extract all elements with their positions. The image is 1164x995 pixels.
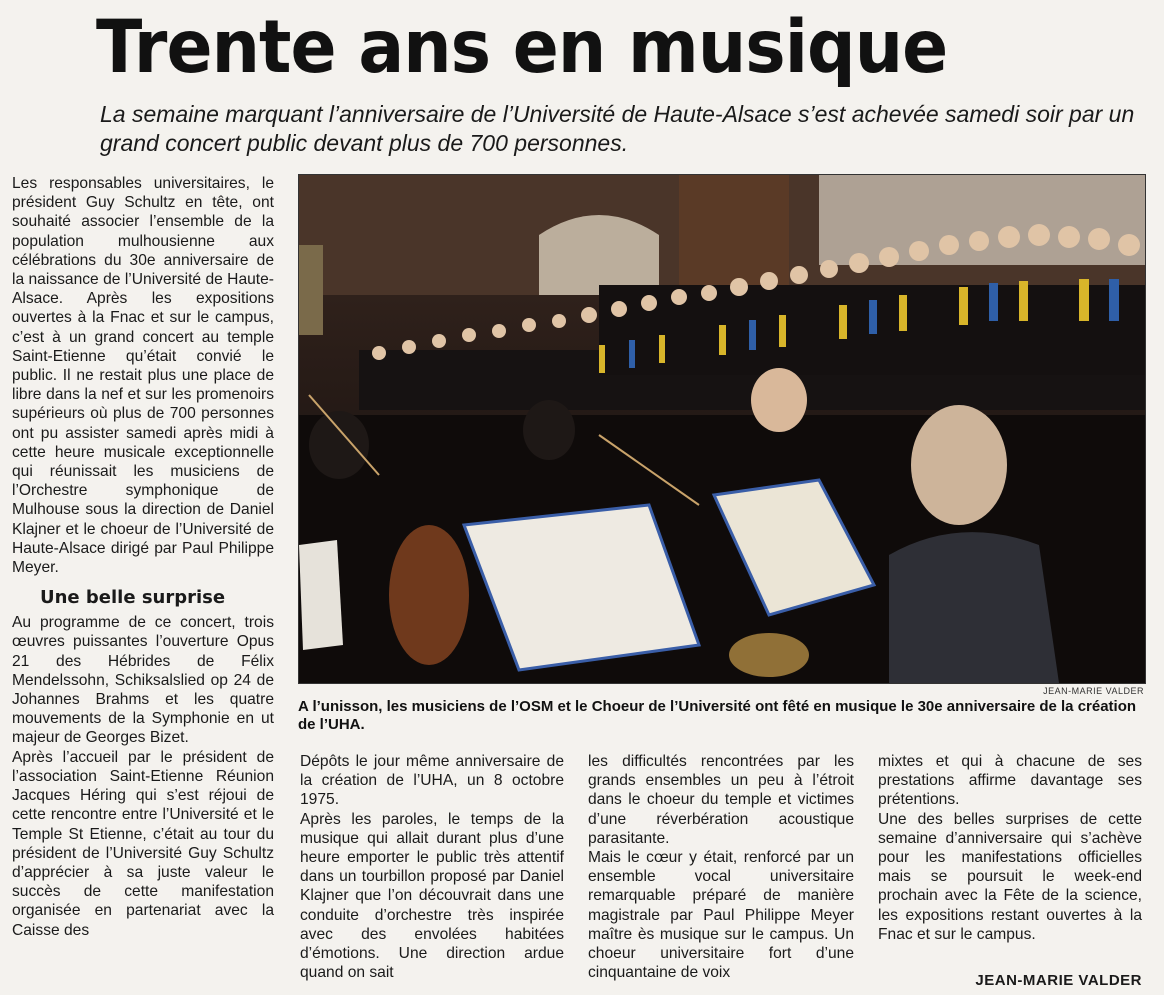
musician-jacket bbox=[889, 532, 1059, 683]
concert-photo-illustration bbox=[299, 175, 1145, 683]
paragraph: Une des belles surprises de cette semaine d’anniversaire qui s’achève pour les manifestations officielles mais se poursuit le week-end prochain avec la Fête de la science, les expositions restant ouvertes à la Fnac et sur le campus. bbox=[878, 810, 1142, 943]
paragraph: Les responsables universitaires, le président Guy Schultz en tête, ont souhaité associer l’ensemble de la population mulhousienne aux célébrations du 30e anniversaire de la naissance de l’Université de Haute-Alsace. Après les expositions ouvertes à la Fnac et sur le campus, c’est à un grand concert au temple Saint-Etienne qu’était convié le public. Il ne restait plus une place de libre dans la nef et sur les promenoirs supérieurs où plus de 700 personnes ont pu assister samedi après midi à cette heure musicale exceptionnelle qui réunissait les musiciens de l’Orchestre symphonique de Mulhouse sous la direction de Daniel Klajner et le choeur de l’Université de Haute-Alsace dirigé par Paul Philippe Meyer. bbox=[12, 175, 274, 577]
column-4 bbox=[878, 752, 1142, 944]
stone-arch bbox=[539, 215, 659, 295]
paragraph: mixtes et qui à chacune de ses prestations affirme davantage ses prétentions. bbox=[878, 753, 1142, 809]
paragraph: Après les paroles, le temps de la musique qui allait durant plus d’une heure emporter le public très attentif dans un tourbillon proposé par Daniel Klajner que l’on découvrait dans une conduite d’orchestre très inspirée avec des envolées habitées d’émotions. Une direction ardue quand on sait bbox=[300, 810, 564, 982]
concert-photo bbox=[298, 174, 1146, 684]
standfirst: La semaine marquant l’anniversaire de l’Université de Haute-Alsace s’est achevée samedi soir par un grand concert public devant plus de 700 personnes. bbox=[100, 101, 1135, 156]
column-2 bbox=[300, 752, 564, 982]
paragraph: Dépôts le jour même anniversaire de la création de l’UHA, un 8 octobre 1975. bbox=[300, 753, 564, 809]
stained-window bbox=[299, 245, 323, 335]
paragraph: les difficultés rencontrées par les grands ensembles un peu à l’étroit dans le choeur du temple et victimes d’une réverbération acoustique parasitante. bbox=[588, 753, 854, 847]
paragraph: Mais le cœur y était, renforcé par un ensemble vocal universitaire remarquable préparé de manière magistrale par Paul Philippe Meyer maître ès musique sur le campus. Un choeur universitaire fort d’une cinquantaine de voix bbox=[588, 849, 854, 982]
column-1 bbox=[12, 174, 274, 940]
paragraph: Après l’accueil par le président de l’association Saint-Etienne Réunion Jacques Héring qui s’est réjoui de cette rencontre entre l’Université et le Temple St Etienne, c’était au tour du président de l’Université Guy Schultz d’apprécier à sa juste valeur le succès de cette manifestation organisée en partenariat avec la Caisse des bbox=[12, 748, 274, 939]
bright-wall bbox=[819, 175, 1145, 265]
subheading: Une belle surprise bbox=[40, 587, 226, 609]
paragraph: Au programme de ce concert, trois œuvres puissantes l’ouverture Opus 21 des Hébrides de Félix Mendelssohn, Schiksalslied op 24 de Johannes Brahms et les quatre mouvements de la Symphonie en ut majeur de Georges Bizet. bbox=[12, 614, 274, 747]
brass-instrument bbox=[729, 633, 809, 677]
cello bbox=[389, 525, 469, 665]
orchestra bbox=[299, 368, 1145, 683]
author-signature: JEAN-MARIE VALDER bbox=[975, 972, 1142, 989]
photo-credit: JEAN-MARIE VALDER bbox=[1043, 686, 1144, 696]
column-3 bbox=[588, 752, 854, 982]
photo-caption: A l’unisson, les musiciens de l’OSM et le Choeur de l’Université ont fêté en musique le 30e anniversaire de la création de l’UHA. bbox=[298, 698, 1137, 733]
headline: Trente ans en musique bbox=[96, 5, 948, 90]
